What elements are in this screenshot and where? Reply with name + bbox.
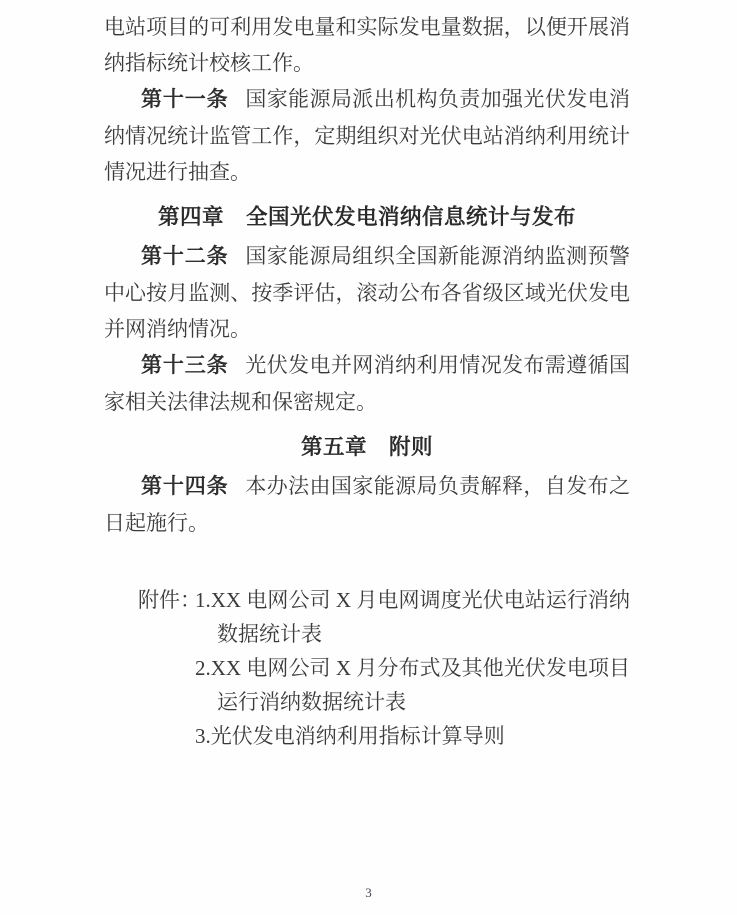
attachments-list (195, 583, 630, 753)
article-12-text: 国家能源局组织全国新能源消纳监测预警中心按月监测、按季评估，滚动公布各省级区域光伏发电并网消纳情况。 (104, 244, 630, 341)
chapter-4-heading: 第四章 全国光伏发电消纳信息统计与发布 (157, 205, 576, 229)
article-12-number: 第十二条 (141, 245, 229, 268)
article-13-text: 光伏发电并网消纳利用情况发布需遵循国家相关法律法规和保密规定。 (104, 353, 630, 414)
attachment-item-3: 3.光伏发电消纳利用指标计算导则 (195, 724, 505, 748)
article-11-text: 国家能源局派出机构负责加强光伏发电消纳情况统计监管工作，定期组织对光伏电站消纳利用统计情况进行抽查。 (104, 87, 630, 184)
article-13-number: 第十三条 (141, 354, 229, 377)
article-14-paragraph (104, 468, 630, 541)
attachments-block (138, 583, 630, 753)
article-14-number: 第十四条 (141, 475, 229, 498)
article-12-paragraph (104, 238, 630, 347)
article-14-text: 本办法由国家能源局负责解释，自发布之日起施行。 (104, 474, 630, 535)
article-13-paragraph (104, 347, 630, 420)
article-11-paragraph (104, 81, 630, 190)
page-number: 3 (365, 885, 372, 900)
article-11-number: 第十一条 (141, 88, 229, 111)
attachment-item-1: 1.XX 电网公司 X 月电网调度光伏电站运行消纳数据统计表 (195, 588, 630, 646)
attachments-label: 附件： (138, 588, 201, 612)
paragraph-continuation: 电站项目的可利用发电量和实际发电量数据，以便开展消纳指标统计校核工作。 (104, 15, 630, 75)
attachment-item-2: 2.XX 电网公司 X 月分布式及其他光伏发电项目运行消纳数据统计表 (195, 656, 630, 714)
chapter-5-heading: 第五章 附则 (300, 435, 433, 459)
